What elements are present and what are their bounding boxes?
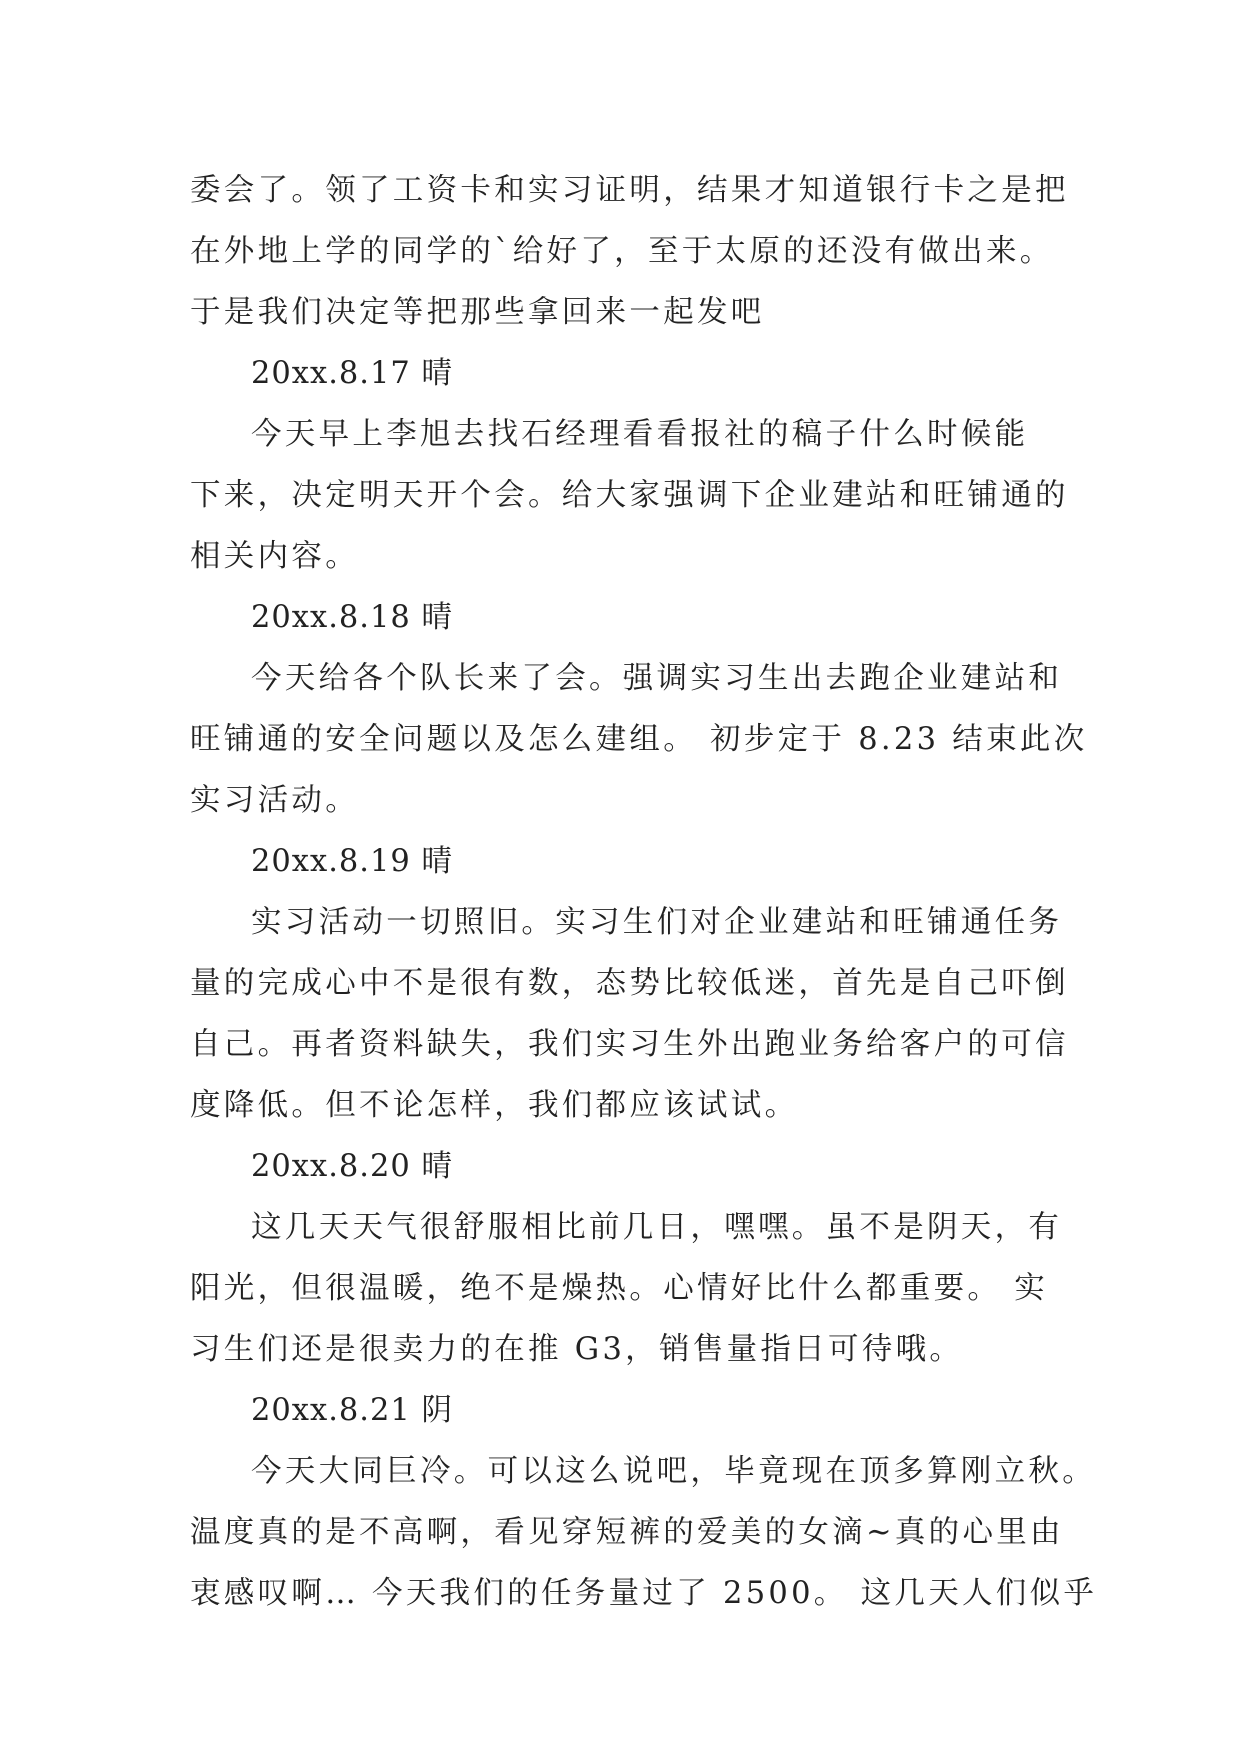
text-line: 相关内容。 (190, 539, 359, 574)
diary-date-heading: 20xx.8.19 晴 (251, 844, 454, 879)
text-line: 今天给各个队长来了会。强调实习生出去跑企业建站和 (251, 661, 1063, 696)
paragraph (190, 648, 1088, 831)
text-line: 量的完成心中不是很有数，态势比较低迷，首先是自己吓倒 (190, 966, 1069, 1001)
text-line: 度降低。但不论怎样，我们都应该试试。 (190, 1088, 799, 1123)
paragraph (190, 1197, 1063, 1380)
paragraph (190, 1441, 1098, 1624)
document-body (190, 160, 1098, 1624)
text-line: 阳光，但很温暖，绝不是燥热。心情好比什么都重要。 实 (190, 1271, 1048, 1306)
diary-date-heading: 20xx.8.20 晴 (251, 1149, 454, 1184)
text-line: 实习活动。 (190, 783, 359, 818)
text-line: 今天大同巨冷。可以这么说吧，毕竟现在顶多算刚立秋。 (251, 1454, 1096, 1489)
text-line: 下来，决定明天开个会。给大家强调下企业建站和旺铺通的 (190, 478, 1069, 513)
text-line: 这几天天气很舒服相比前几日，嘿嘿。虽不是阴天，有 (251, 1210, 1063, 1245)
text-line: 自己。再者资料缺失，我们实习生外出跑业务给客户的可信 (190, 1027, 1069, 1062)
paragraph (190, 160, 1069, 343)
text-line: 衷感叹啊… 今天我们的任务量过了 2500。 这几天人们似乎 (190, 1576, 1098, 1611)
paragraph (190, 892, 1069, 1136)
paragraph (190, 404, 1069, 587)
text-line: 今天早上李旭去找石经理看看报社的稿子什么时候能 (251, 417, 1029, 452)
text-line: 温度真的是不高啊，看见穿短裤的爱美的女滴~真的心里由 (190, 1515, 1064, 1550)
text-line: 旺铺通的安全问题以及怎么建组。 初步定于 8.23 结束此次 (190, 722, 1088, 757)
diary-date-heading: 20xx.8.21 阴 (251, 1393, 454, 1428)
text-line: 习生们还是很卖力的在推 G3，销售量指日可待哦。 (190, 1332, 964, 1367)
diary-date-heading: 20xx.8.18 晴 (251, 600, 454, 635)
text-line: 委会了。领了工资卡和实习证明，结果才知道银行卡之是把 (190, 173, 1069, 208)
text-line: 于是我们决定等把那些拿回来一起发吧 (190, 295, 765, 330)
text-line: 实习活动一切照旧。实习生们对企业建站和旺铺通任务 (251, 905, 1063, 940)
text-line: 在外地上学的同学的`给好了，至于太原的还没有做出来。 (190, 234, 1054, 269)
diary-date-heading: 20xx.8.17 晴 (251, 356, 454, 391)
